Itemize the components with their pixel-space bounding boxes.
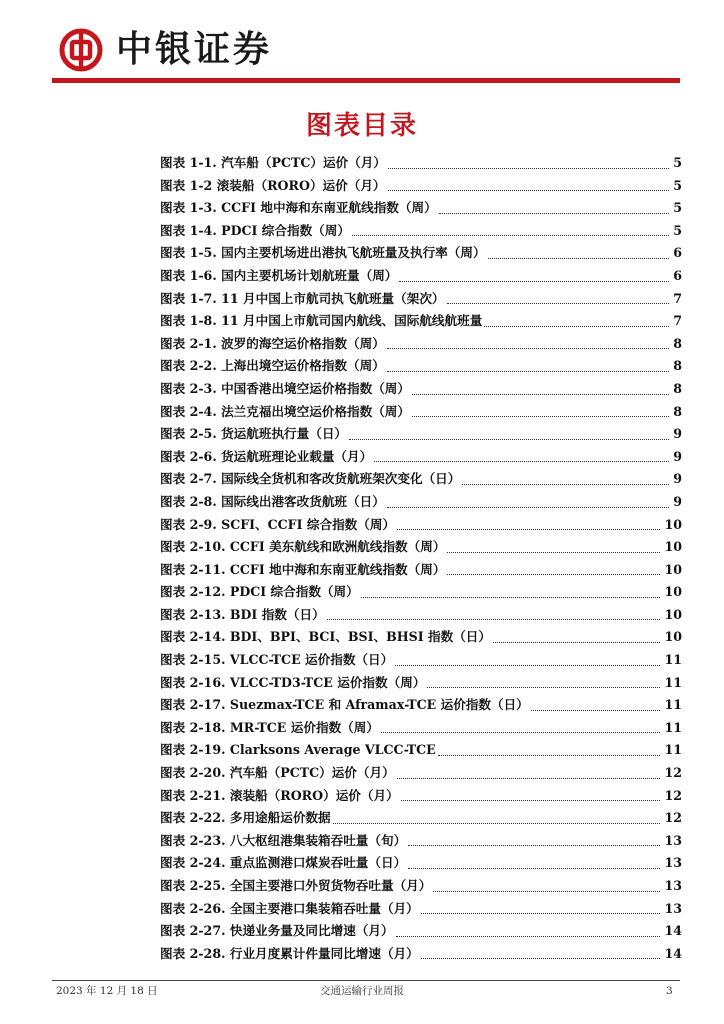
toc-dot-leader — [399, 281, 669, 282]
toc-entry-page: 10 — [664, 629, 682, 645]
toc-entry-label: 图表 2-20. 汽车船（PCTC）运价（月） — [160, 765, 395, 781]
toc-entry-page: 14 — [664, 923, 682, 939]
toc-dot-leader — [395, 665, 660, 666]
toc-entry[interactable] — [160, 536, 682, 559]
toc-entry-page: 5 — [673, 222, 682, 238]
toc-dot-leader — [387, 507, 669, 508]
toc-entry-label: 图表 2-10. CCFI 美东航线和欧洲航线指数（周） — [160, 539, 446, 555]
toc-entry-page: 7 — [673, 313, 682, 329]
toc-entry[interactable] — [160, 559, 682, 582]
toc-entry-label: 图表 2-14. BDI、BPI、BCI、BSI、BHSI 指数（日） — [160, 629, 491, 645]
brand-name: 中银证券 — [116, 29, 273, 70]
toc-dot-leader — [349, 439, 669, 440]
toc-entry-page: 10 — [664, 561, 682, 577]
toc-dot-leader — [397, 529, 660, 530]
toc-entry-label: 图表 2-13. BDI 指数（日） — [160, 606, 325, 622]
toc-entry[interactable] — [160, 491, 682, 514]
toc-entry-label: 图表 1-3. CCFI 地中海和东南亚航线指数（周） — [160, 200, 437, 216]
toc-entry[interactable] — [160, 717, 682, 740]
toc-dot-leader — [388, 168, 669, 169]
toc-entry-label: 图表 2-3. 中国香港出境空运价格指数（周） — [160, 380, 410, 396]
toc-dot-leader — [447, 552, 660, 553]
toc-entry-label: 图表 2-22. 多用途船运价数据 — [160, 810, 331, 826]
toc-entry[interactable] — [160, 920, 682, 943]
toc-entry-label: 图表 1-7. 11 月中国上市航司执飞航班量（架次） — [160, 290, 445, 306]
toc-entry-label: 图表 2-12. PDCI 综合指数（周） — [160, 584, 359, 600]
toc-entry[interactable] — [160, 378, 682, 401]
toc-entry-label: 图表 2-11. CCFI 地中海和东南亚航线指数（周） — [160, 561, 446, 577]
toc-entry-page: 9 — [673, 471, 682, 487]
toc-entry-page: 10 — [664, 584, 682, 600]
toc-entry-page: 13 — [664, 900, 682, 916]
header-rule — [52, 78, 680, 83]
footer-page-number: 3 — [666, 985, 673, 997]
toc-entry[interactable] — [160, 220, 682, 243]
toc-entry[interactable] — [160, 197, 682, 220]
toc-entry-label: 图表 2-23. 八大枢纽港集装箱吞吐量（旬） — [160, 832, 407, 848]
toc-entry[interactable] — [160, 672, 682, 695]
toc-dot-leader — [387, 371, 669, 372]
toc-entry[interactable] — [160, 604, 682, 627]
toc-dot-leader — [427, 687, 660, 688]
bank-of-china-logo-icon — [58, 27, 104, 73]
toc-dot-leader — [412, 416, 669, 417]
toc-entry-label: 图表 2-26. 全国主要港口集装箱吞吐量（月） — [160, 900, 419, 916]
toc-entry[interactable] — [160, 852, 682, 875]
table-of-figures — [160, 152, 682, 965]
toc-entry[interactable] — [160, 288, 682, 311]
toc-entry-page: 5 — [673, 155, 682, 170]
toc-entry-page: 10 — [664, 606, 682, 622]
toc-entry-page: 11 — [664, 674, 682, 690]
footer-rule — [52, 980, 680, 981]
toc-entry[interactable] — [160, 446, 682, 469]
toc-entry-page: 11 — [664, 697, 682, 713]
toc-entry-page: 11 — [664, 742, 682, 758]
toc-dot-leader — [333, 823, 661, 824]
toc-entry-page: 5 — [673, 200, 682, 216]
toc-entry-page: 5 — [673, 177, 682, 193]
toc-entry[interactable] — [160, 175, 682, 198]
toc-dot-leader — [438, 755, 661, 756]
toc-entry-label: 图表 2-16. VLCC-TD3-TCE 运价指数（周） — [160, 674, 426, 690]
toc-entry[interactable] — [160, 401, 682, 424]
footer-date: 2023 年 12 月 18 日 — [56, 985, 158, 997]
page-header — [52, 22, 680, 84]
toc-entry-label: 图表 2-2. 上海出境空运价格指数（周） — [160, 358, 385, 374]
toc-dot-leader — [462, 484, 669, 485]
toc-entry-label: 图表 1-8. 11 月中国上市航司国内航线、国际航线航班量 — [160, 313, 483, 329]
toc-entry-page: 12 — [664, 765, 682, 781]
toc-entry-label: 图表 2-7. 国际线全货机和客改货航班架次变化（日） — [160, 471, 461, 487]
toc-entry-page: 9 — [673, 426, 682, 442]
toc-entry-page: 6 — [673, 245, 682, 261]
toc-entry-label: 图表 2-4. 法兰克福出境空运价格指数（周） — [160, 403, 410, 419]
toc-entry-label: 图表 2-21. 滚装船（RORO）运价（月） — [160, 787, 399, 803]
toc-entry-page: 6 — [673, 267, 682, 283]
toc-dot-leader — [447, 303, 670, 304]
toc-entry-page: 9 — [673, 448, 682, 464]
toc-entry-page: 8 — [673, 335, 682, 351]
toc-entry[interactable] — [160, 694, 682, 717]
toc-entry[interactable] — [160, 423, 682, 446]
toc-entry[interactable] — [160, 875, 682, 898]
toc-entry-page: 13 — [664, 855, 682, 871]
toc-entry[interactable] — [160, 152, 682, 175]
toc-entry-label: 图表 1-2 滚装船（RORO）运价（月） — [160, 177, 386, 193]
toc-entry[interactable] — [160, 468, 682, 491]
toc-entry-label: 图表 2-18. MR-TCE 运价指数（周） — [160, 719, 379, 735]
toc-dot-leader — [387, 348, 669, 349]
toc-dot-leader — [396, 936, 661, 937]
toc-dot-leader — [484, 326, 669, 327]
page-title: 图表目录 — [305, 111, 418, 141]
toc-dot-leader — [408, 868, 660, 869]
toc-dot-leader — [374, 461, 669, 462]
toc-entry[interactable] — [160, 807, 682, 830]
toc-entry-label: 图表 2-15. VLCC-TCE 运价指数（日） — [160, 652, 394, 668]
toc-entry[interactable] — [160, 333, 682, 356]
toc-entry-page: 13 — [664, 878, 682, 893]
toc-entry-page: 8 — [673, 380, 682, 396]
toc-entry[interactable] — [160, 265, 682, 288]
toc-dot-leader — [327, 619, 661, 620]
toc-entry[interactable] — [160, 514, 682, 537]
toc-entry-label: 图表 2-1. 波罗的海空运价格指数（周） — [160, 335, 385, 351]
toc-entry-page: 8 — [673, 403, 682, 419]
toc-dot-leader — [408, 845, 660, 846]
toc-entry-label: 图表 1-4. PDCI 综合指数（周） — [160, 222, 350, 238]
toc-dot-leader — [488, 258, 670, 259]
toc-entry-page: 7 — [673, 290, 682, 306]
toc-entry-page: 11 — [664, 719, 682, 735]
toc-dot-leader — [447, 574, 660, 575]
toc-entry[interactable] — [160, 242, 682, 265]
toc-entry[interactable] — [160, 830, 682, 853]
toc-dot-leader — [388, 190, 670, 191]
toc-entry-label: 图表 2-6. 货运航班理论业载量（月） — [160, 448, 373, 464]
toc-entry-label: 图表 2-8. 国际线出港客改货航班（日） — [160, 493, 385, 509]
toc-entry-label: 图表 2-9. SCFI、CCFI 综合指数（周） — [160, 516, 396, 532]
toc-entry[interactable] — [160, 739, 682, 762]
toc-dot-leader — [493, 642, 660, 643]
toc-entry[interactable] — [160, 898, 682, 921]
toc-entry-label: 图表 1-6. 国内主要机场计划航班量（周） — [160, 267, 398, 283]
toc-dot-leader — [433, 891, 660, 892]
toc-dot-leader — [397, 778, 661, 779]
toc-entry-page: 14 — [664, 945, 682, 961]
toc-entry[interactable] — [160, 355, 682, 378]
toc-entry-label: 图表 2-17. Suezmax-TCE 和 Aframax-TCE 运价指数（日） — [160, 697, 529, 713]
toc-dot-leader — [361, 597, 661, 598]
toc-entry-page: 12 — [664, 787, 682, 803]
toc-entry-label: 图表 1-5. 国内主要机场进出港执飞航班量及执行率（周） — [160, 245, 486, 261]
toc-dot-leader — [412, 394, 669, 395]
toc-entry-page: 10 — [664, 516, 682, 532]
toc-entry-label: 图表 1-1. 汽车船（PCTC）运价（月） — [160, 155, 386, 170]
toc-dot-leader — [381, 732, 661, 733]
toc-entry-page: 12 — [664, 810, 682, 826]
toc-entry-page: 11 — [664, 652, 682, 668]
toc-entry-label: 图表 2-5. 货运航班执行量（日） — [160, 426, 348, 442]
toc-entry-label: 图表 2-28. 行业月度累计件量同比增速（月） — [160, 945, 419, 961]
toc-entry[interactable] — [160, 943, 682, 966]
toc-entry-page: 8 — [673, 358, 682, 374]
toc-dot-leader — [531, 710, 661, 711]
toc-dot-leader — [352, 235, 669, 236]
toc-entry-page: 13 — [664, 832, 682, 848]
toc-entry[interactable] — [160, 649, 682, 672]
toc-entry-label: 图表 2-27. 快递业务量及同比增速（月） — [160, 923, 394, 939]
toc-entry-label: 图表 2-19. Clarksons Average VLCC-TCE — [160, 742, 436, 758]
toc-dot-leader — [421, 913, 661, 914]
toc-entry[interactable] — [160, 762, 682, 785]
toc-entry[interactable] — [160, 310, 682, 333]
toc-entry[interactable] — [160, 626, 682, 649]
toc-entry-page: 9 — [673, 493, 682, 509]
toc-entry-label: 图表 2-25. 全国主要港口外贸货物吞吐量（月） — [160, 878, 432, 893]
toc-dot-leader — [401, 800, 661, 801]
toc-entry-page: 10 — [664, 539, 682, 555]
toc-entry[interactable] — [160, 581, 682, 604]
toc-entry[interactable] — [160, 785, 682, 808]
toc-dot-leader — [439, 213, 670, 214]
toc-entry-label: 图表 2-24. 重点监测港口煤炭吞吐量（日） — [160, 855, 407, 871]
toc-dot-leader — [421, 958, 661, 959]
footer-report-name: 交通运输行业周报 — [320, 985, 404, 997]
